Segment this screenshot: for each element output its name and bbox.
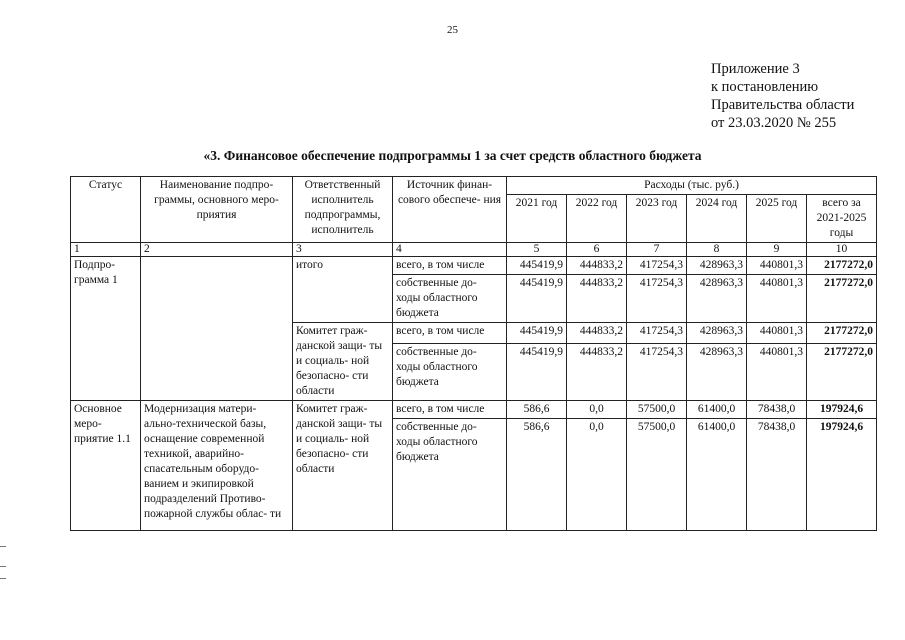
page-number: 25 <box>447 24 458 36</box>
total-cell: 2177272,0 <box>807 257 877 275</box>
value-cell: 440801,3 <box>747 323 807 344</box>
name-cell <box>141 257 293 401</box>
value-cell: 417254,3 <box>627 323 687 344</box>
value-cell: 61400,0 <box>687 401 747 419</box>
header-year: 2021 год <box>507 195 567 243</box>
appendix-line: Приложение 3 <box>711 61 800 77</box>
value-cell: 78438,0 <box>747 401 807 419</box>
value-cell: 586,6 <box>507 419 567 531</box>
column-number: 10 <box>807 243 877 257</box>
value-cell: 440801,3 <box>747 257 807 275</box>
header-executor: Ответственный исполнитель подпрограммы, исполнитель <box>293 177 393 243</box>
column-number: 3 <box>293 243 393 257</box>
executor-cell: Комитет граж- данской защи- ты и социаль- ной безопасно- сти области <box>293 401 393 531</box>
value-cell: 428963,3 <box>687 257 747 275</box>
appendix-line: Правительства области <box>711 97 855 113</box>
header-row <box>71 177 877 195</box>
total-cell: 2177272,0 <box>807 323 877 344</box>
source-cell: собственные до- ходы областного бюджета <box>393 419 507 531</box>
column-number: 1 <box>71 243 141 257</box>
document-title: «3. Финансовое обеспечение подпрограммы 1 за счет средств областного бюджета <box>203 148 702 163</box>
value-cell: 417254,3 <box>627 257 687 275</box>
name-cell: Модернизация матери- ально-технической базы, оснащение современной техникой, аварийно- спасательным оборудо- ванием и экипировкой подразделений Противо- пожарной службы облас- ти <box>141 401 293 531</box>
header-source: Источник финан- сового обеспече- ния <box>393 177 507 243</box>
source-cell: всего, в том числе <box>393 257 507 275</box>
source-cell: собственные до- ходы областного бюджета <box>393 275 507 323</box>
value-cell: 440801,3 <box>747 344 807 401</box>
table-row <box>71 401 877 419</box>
column-number: 9 <box>747 243 807 257</box>
scan-mark <box>0 578 6 579</box>
total-cell: 197924,6 <box>807 401 877 419</box>
value-cell: 445419,9 <box>507 323 567 344</box>
value-cell: 428963,3 <box>687 344 747 401</box>
total-cell: 197924,6 <box>807 419 877 531</box>
value-cell: 586,6 <box>507 401 567 419</box>
column-number: 8 <box>687 243 747 257</box>
column-number: 7 <box>627 243 687 257</box>
appendix-line: от 23.03.2020 № 255 <box>711 115 837 131</box>
scan-mark <box>0 546 6 547</box>
value-cell: 0,0 <box>567 419 627 531</box>
value-cell: 417254,3 <box>627 344 687 401</box>
executor-cell: итого <box>293 257 393 323</box>
budget-table <box>70 176 877 531</box>
column-number: 6 <box>567 243 627 257</box>
appendix-reference <box>711 60 854 132</box>
value-cell: 440801,3 <box>747 275 807 323</box>
value-cell: 445419,9 <box>507 257 567 275</box>
source-cell: собственные до- ходы областного бюджета <box>393 344 507 401</box>
appendix-line: к постановлению <box>711 79 819 95</box>
value-cell: 445419,9 <box>507 275 567 323</box>
source-cell: всего, в том числе <box>393 323 507 344</box>
value-cell: 445419,9 <box>507 344 567 401</box>
value-cell: 57500,0 <box>627 401 687 419</box>
status-cell: Подпро- грамма 1 <box>71 257 141 401</box>
value-cell: 78438,0 <box>747 419 807 531</box>
scan-mark <box>0 566 6 567</box>
header-year: 2025 год <box>747 195 807 243</box>
column-numbers-row <box>71 243 877 257</box>
header-status: Статус <box>71 177 141 243</box>
column-number: 4 <box>393 243 507 257</box>
total-cell: 2177272,0 <box>807 344 877 401</box>
source-cell: всего, в том числе <box>393 401 507 419</box>
value-cell: 428963,3 <box>687 323 747 344</box>
value-cell: 444833,2 <box>567 275 627 323</box>
column-number: 5 <box>507 243 567 257</box>
value-cell: 444833,2 <box>567 344 627 401</box>
table-row <box>71 257 877 275</box>
header-name: Наименование подпро- граммы, основного меро- приятия <box>141 177 293 243</box>
total-cell: 2177272,0 <box>807 275 877 323</box>
value-cell: 444833,2 <box>567 257 627 275</box>
status-cell: Основное меро- приятие 1.1 <box>71 401 141 531</box>
value-cell: 428963,3 <box>687 275 747 323</box>
header-year: 2023 год <box>627 195 687 243</box>
column-number: 2 <box>141 243 293 257</box>
value-cell: 57500,0 <box>627 419 687 531</box>
value-cell: 444833,2 <box>567 323 627 344</box>
header-total-years: всего за 2021-2025 годы <box>807 195 877 243</box>
value-cell: 61400,0 <box>687 419 747 531</box>
header-year: 2022 год <box>567 195 627 243</box>
header-year: 2024 год <box>687 195 747 243</box>
executor-cell: Комитет граж- данской защи- ты и социаль- ной безопасно- сти области <box>293 323 393 401</box>
value-cell: 417254,3 <box>627 275 687 323</box>
value-cell: 0,0 <box>567 401 627 419</box>
header-expenses: Расходы (тыс. руб.) <box>507 177 877 195</box>
